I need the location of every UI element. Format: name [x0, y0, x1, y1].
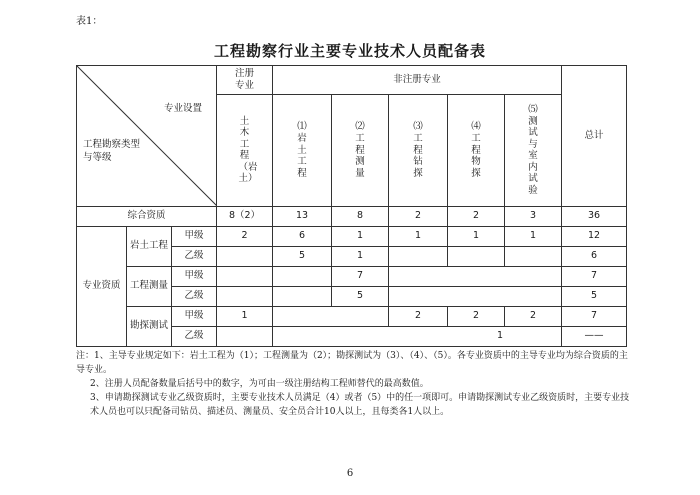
cell: 5 [562, 287, 627, 307]
diagonal-line [77, 66, 217, 206]
col-survey: ⑵工程测量 [332, 95, 389, 207]
cell: 8（2） [217, 207, 273, 227]
page-number: 6 [346, 468, 354, 479]
cell: —— [562, 327, 627, 347]
header-diagonal-cell [77, 66, 217, 207]
cell [448, 247, 505, 267]
table-label: 表1： [76, 16, 103, 27]
cell: 7 [562, 307, 627, 327]
total-header: 总计 [562, 66, 627, 207]
col-drilling: ⑶工程钻探 [389, 95, 448, 207]
cell [217, 247, 273, 267]
grade-label: 甲级 [172, 227, 217, 247]
cell [505, 247, 562, 267]
corner-top-label: 专业设置 [164, 103, 203, 114]
cell [217, 267, 273, 287]
cell: 7 [562, 267, 627, 287]
registered-group-header: 注册专业 [217, 66, 273, 95]
col-civil-geotech: 土木工程（岩土） [217, 95, 273, 207]
cell: 6 [273, 227, 332, 247]
cell: 2 [505, 307, 562, 327]
cell: 2 [448, 307, 505, 327]
cell: 12 [562, 227, 627, 247]
col-geotech: ⑴岩土工程 [273, 95, 332, 207]
table-row [77, 227, 627, 247]
staffing-table [76, 65, 627, 347]
unregistered-group-header: 非注册专业 [273, 66, 562, 95]
corner-bottom-label: 工程勘察类型 与等级 [83, 139, 141, 164]
cell: 6 [562, 247, 627, 267]
cell [273, 287, 332, 307]
note-2: 2、注册人员配备数量后括号中的数字，为可由一级注册结构工程师替代的最高数值。 [90, 378, 429, 389]
category-geotech: 岩土工程 [127, 227, 172, 267]
specialty-label: 专业资质 [77, 227, 127, 347]
cell: 1 [505, 227, 562, 247]
note-1: 注：1、主导专业规定如下：岩土工程为（1）；工程测量为（2）；勘探测试为（3）、（4）、（5）。各专业资质中的主导专业均为综合资质的主导专业。 [76, 351, 628, 375]
cell: 2 [389, 207, 448, 227]
table-row [77, 267, 627, 287]
merged-cell: 1 [273, 327, 562, 347]
notes [76, 350, 636, 420]
cell: 5 [273, 247, 332, 267]
grade-label: 乙级 [172, 287, 217, 307]
cell: 1 [332, 227, 389, 247]
cell: 3 [505, 207, 562, 227]
cell [273, 267, 332, 287]
grade-label: 乙级 [172, 327, 217, 347]
cell [389, 287, 562, 307]
col-geophysical: ⑷工程物探 [448, 95, 505, 207]
cell: 36 [562, 207, 627, 227]
cell [389, 247, 448, 267]
table-row [77, 207, 627, 227]
cell [389, 267, 562, 287]
cell: 1 [389, 227, 448, 247]
cell [273, 307, 389, 327]
cell: 1 [217, 307, 273, 327]
cell [217, 327, 273, 347]
table-row [77, 307, 627, 327]
cell: 13 [273, 207, 332, 227]
category-survey: 工程测量 [127, 267, 172, 307]
grade-label: 甲级 [172, 307, 217, 327]
grade-label: 甲级 [172, 267, 217, 287]
col-testing: ⑸测试与室内试验 [505, 95, 562, 207]
cell: 2 [217, 227, 273, 247]
cell: 8 [332, 207, 389, 227]
page-title: 工程勘察行业主要专业技术人员配备表 [213, 42, 486, 60]
grade-label: 乙级 [172, 247, 217, 267]
cell [217, 287, 273, 307]
cell: 1 [448, 227, 505, 247]
cell: 1 [332, 247, 389, 267]
row-label: 综合资质 [77, 207, 217, 227]
cell: 7 [332, 267, 389, 287]
note-3: 3、申请勘探测试专业乙级资质时，主要专业技术人员满足（4）或者（5）中的任一项即可。申请勘探测试专业乙级资质时，主要专业技术人员也可以只配备司钻员、描述员、测量员、安全员合计10人以上，且每类各1人以上。 [90, 392, 630, 417]
cell: 2 [448, 207, 505, 227]
cell: 2 [389, 307, 448, 327]
cell: 5 [332, 287, 389, 307]
category-exploration: 勘探测试 [127, 307, 172, 347]
